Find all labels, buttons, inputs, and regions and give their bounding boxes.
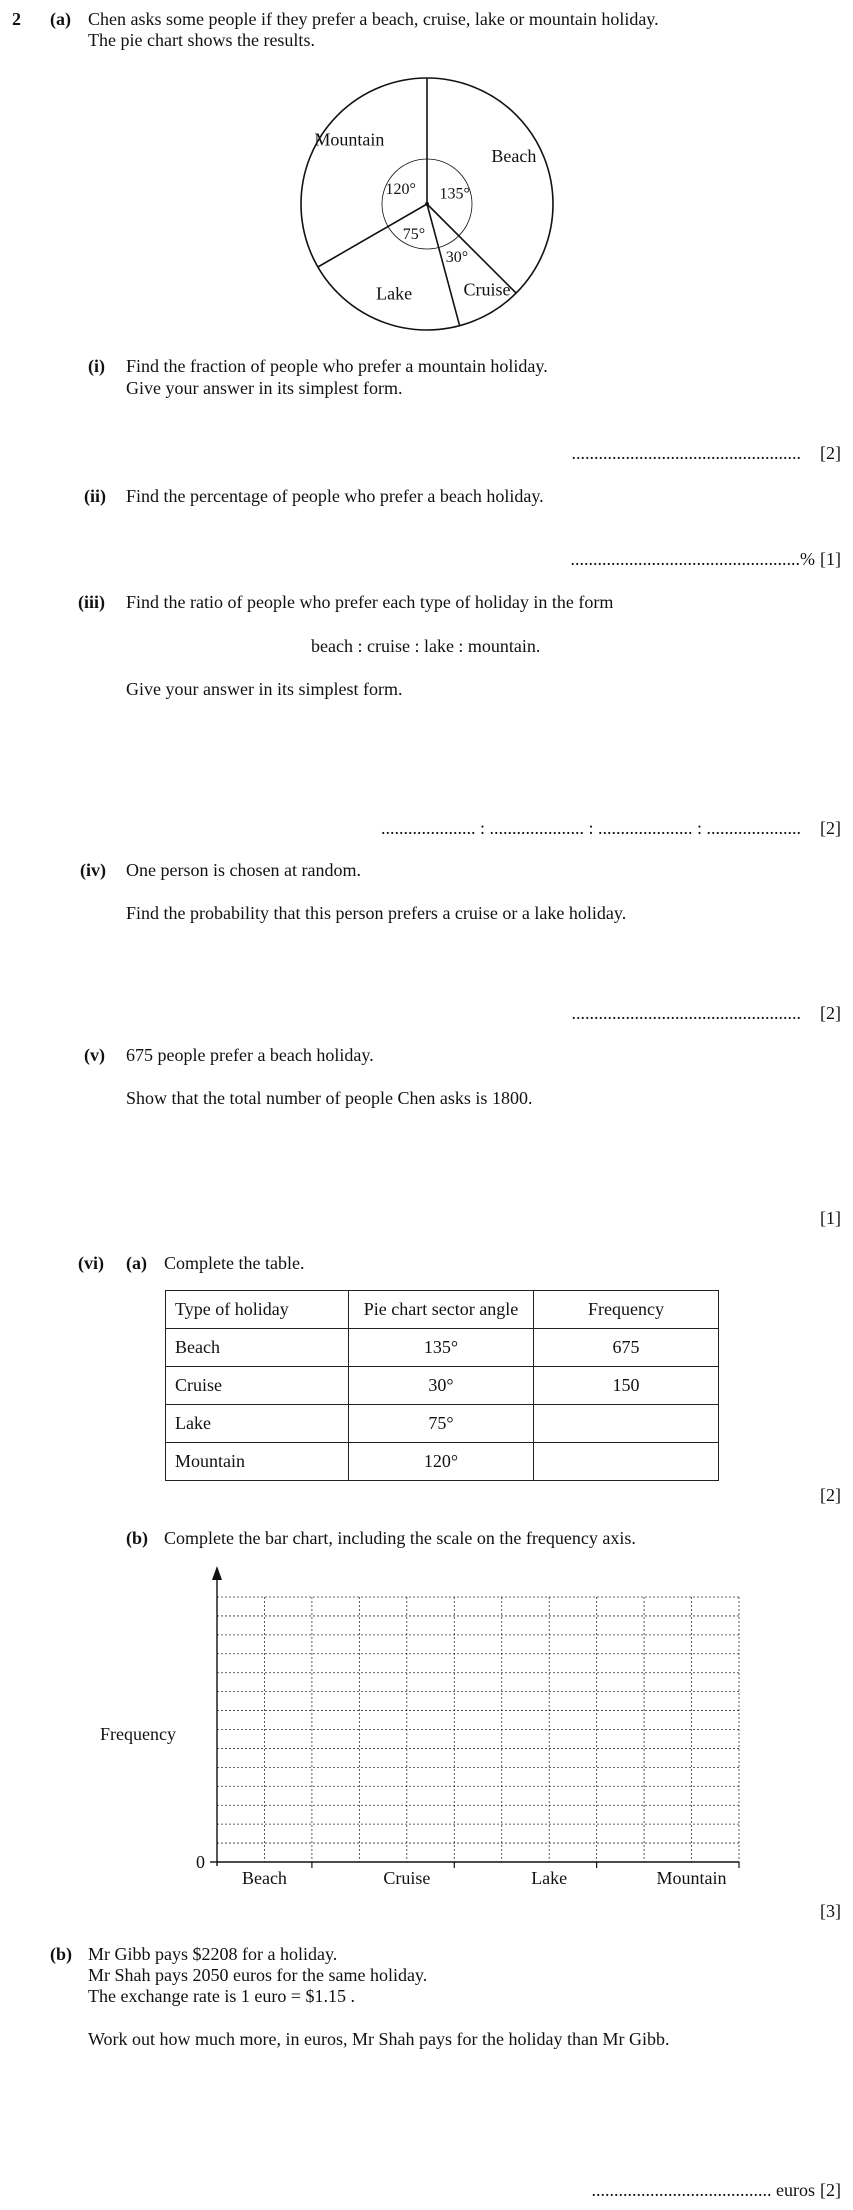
table-cell-frequency: 150 bbox=[534, 1367, 719, 1405]
q-iii-label: (iii) bbox=[78, 592, 105, 612]
table-header-row bbox=[166, 1291, 719, 1329]
part-b-line1: Mr Gibb pays $2208 for a holiday. bbox=[88, 1944, 338, 1964]
q-ii-mark: [1] bbox=[820, 549, 841, 569]
q-iv-answer-line[interactable]: ................................................... bbox=[571, 1003, 801, 1023]
table-row bbox=[166, 1329, 719, 1367]
table-header-cell: Frequency bbox=[534, 1291, 719, 1329]
q-iv-line2: Find the probability that this person prefers a cruise or a lake holiday. bbox=[126, 903, 627, 923]
q-ii-label: (ii) bbox=[84, 486, 106, 506]
pie-slice-label: Mountain bbox=[314, 129, 385, 150]
q-i-label: (i) bbox=[88, 356, 105, 376]
bar-chart-grid[interactable] bbox=[0, 1560, 853, 1890]
part-b-answer-line[interactable]: ........................................ euros bbox=[591, 2180, 815, 2200]
q-i-line1: Find the fraction of people who prefer a mountain holiday. bbox=[126, 356, 548, 376]
part-b-mark: [2] bbox=[820, 2180, 841, 2200]
pie-center bbox=[425, 202, 429, 206]
q-v-label: (v) bbox=[84, 1045, 105, 1065]
table-header-cell: Pie chart sector angle bbox=[349, 1291, 534, 1329]
frequency-table bbox=[165, 1290, 719, 1481]
q-i-line2: Give your answer in its simplest form. bbox=[126, 378, 403, 398]
pie-angle-label: 135° bbox=[439, 185, 470, 203]
q-ii-answer-line[interactable]: ...................................................% bbox=[570, 549, 815, 569]
q-vi-b-mark: [3] bbox=[820, 1901, 841, 1921]
q-iv-mark: [2] bbox=[820, 1003, 841, 1023]
pie-chart bbox=[0, 60, 853, 350]
table-cell-angle: 75° bbox=[349, 1405, 534, 1443]
table-row bbox=[166, 1405, 719, 1443]
table-cell-type: Beach bbox=[166, 1329, 349, 1367]
table-cell-angle: 135° bbox=[349, 1329, 534, 1367]
x-tick-label: Beach bbox=[241, 1868, 287, 1888]
q-iii-form: beach : cruise : lake : mountain. bbox=[311, 636, 541, 656]
table-row bbox=[166, 1367, 719, 1405]
q-iii-line2: Give your answer in its simplest form. bbox=[126, 679, 403, 699]
q-iii-answer-line[interactable]: ..................... : ..................... : ..................... : ..................... bbox=[380, 818, 801, 838]
x-tick-label: Lake bbox=[531, 1868, 568, 1888]
table-cell-angle: 120° bbox=[349, 1443, 534, 1481]
q-iv-label: (iv) bbox=[80, 860, 106, 880]
table-cell-frequency-blank[interactable] bbox=[534, 1443, 719, 1481]
table-cell-frequency-blank[interactable] bbox=[534, 1405, 719, 1443]
pie-slice-label: Beach bbox=[491, 146, 537, 167]
y-axis-label: Frequency bbox=[100, 1724, 176, 1744]
q-vi-a-mark: [2] bbox=[820, 1485, 841, 1505]
table-header-cell: Type of holiday bbox=[166, 1291, 349, 1329]
table-cell-type: Mountain bbox=[166, 1443, 349, 1481]
x-tick-label: Cruise bbox=[383, 1868, 431, 1888]
q-vi-a-label: (a) bbox=[126, 1253, 147, 1273]
part-b-line4: Work out how much more, in euros, Mr Shah pays for the holiday than Mr Gibb. bbox=[88, 2029, 670, 2049]
pie-slice-label: Cruise bbox=[463, 279, 511, 300]
table-cell-frequency: 675 bbox=[534, 1329, 719, 1367]
pie-slice-label: Lake bbox=[376, 283, 413, 304]
q-v-mark: [1] bbox=[820, 1208, 841, 1228]
part-a-label: (a) bbox=[50, 9, 71, 29]
part-b-line2: Mr Shah pays 2050 euros for the same holiday. bbox=[88, 1965, 428, 1985]
q-i-answer-line[interactable]: ................................................... bbox=[571, 443, 801, 463]
q-ii-line1: Find the percentage of people who prefer a beach holiday. bbox=[126, 486, 544, 506]
q-v-line1: 675 people prefer a beach holiday. bbox=[126, 1045, 374, 1065]
q-vi-a-text: Complete the table. bbox=[164, 1253, 305, 1273]
table-cell-type: Lake bbox=[166, 1405, 349, 1443]
q-vi-b-label: (b) bbox=[126, 1528, 148, 1548]
q-vi-b-text: Complete the bar chart, including the scale on the frequency axis. bbox=[164, 1528, 636, 1548]
pie-angle-label: 75° bbox=[402, 225, 426, 243]
part-b-line3: The exchange rate is 1 euro = $1.15 . bbox=[88, 1986, 356, 2006]
pie-angle-label: 30° bbox=[445, 248, 469, 266]
q-vi-label: (vi) bbox=[78, 1253, 104, 1273]
x-tick-label: Mountain bbox=[656, 1868, 727, 1888]
q-iii-mark: [2] bbox=[820, 818, 841, 838]
y-axis-arrow-icon bbox=[212, 1566, 222, 1580]
part-a-intro-line1: Chen asks some people if they prefer a beach, cruise, lake or mountain holiday. bbox=[88, 9, 659, 29]
pie-angle-label: 120° bbox=[385, 181, 416, 198]
question-number: 2 bbox=[12, 9, 21, 29]
part-a-intro-line2: The pie chart shows the results. bbox=[88, 30, 315, 50]
q-iii-line1: Find the ratio of people who prefer each type of holiday in the form bbox=[126, 592, 614, 612]
table-cell-angle: 30° bbox=[349, 1367, 534, 1405]
table-row bbox=[166, 1443, 719, 1481]
y-origin-label: 0 bbox=[196, 1852, 205, 1872]
q-iv-line1: One person is chosen at random. bbox=[126, 860, 361, 880]
q-i-mark: [2] bbox=[820, 443, 841, 463]
q-v-line2: Show that the total number of people Chen asks is 1800. bbox=[126, 1088, 533, 1108]
table-cell-type: Cruise bbox=[166, 1367, 349, 1405]
part-b-label: (b) bbox=[50, 1944, 72, 1964]
